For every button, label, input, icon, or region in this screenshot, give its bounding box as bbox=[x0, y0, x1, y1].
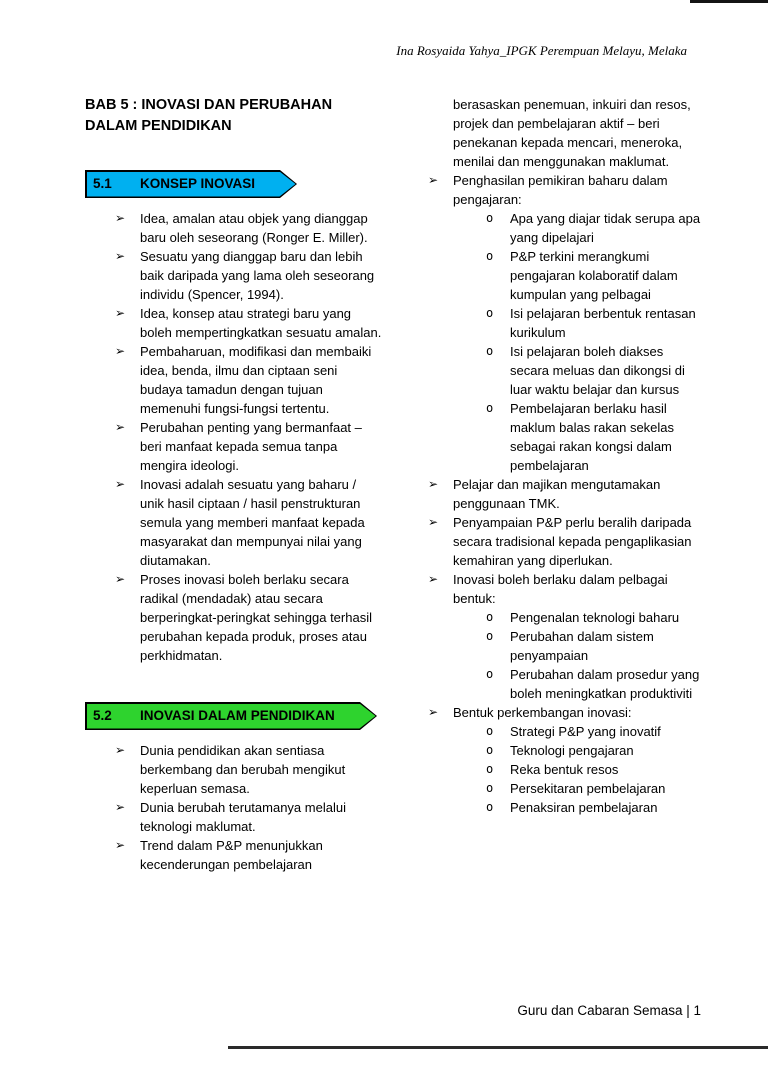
section-title: KONSEP INOVASI bbox=[140, 176, 256, 191]
konsep-inovasi-list bbox=[85, 209, 383, 665]
list-item-text: Sesuatu yang dianggap baru dan lebih baik daripada yang lama oleh seseorang individu (Spencer, 1994). bbox=[140, 249, 375, 302]
arrow-bullet-marker: ➢ bbox=[115, 420, 126, 434]
list-item-text: Bentuk perkembangan inovasi: bbox=[453, 705, 632, 720]
list-item bbox=[398, 342, 702, 399]
list-item bbox=[398, 171, 702, 209]
list-item bbox=[85, 836, 383, 874]
list-item-text: Isi pelajaran berbentuk rentasan kurikulum bbox=[510, 306, 696, 340]
list-item-text: Idea, konsep atau strategi baru yang boleh mempertingkatkan sesuatu amalan. bbox=[140, 306, 382, 340]
list-item bbox=[398, 304, 702, 342]
list-item bbox=[398, 703, 702, 722]
circle-bullet-marker: o bbox=[486, 724, 494, 738]
arrow-bullet-marker: ➢ bbox=[115, 838, 126, 852]
list-item-text: Proses inovasi boleh berlaku secara radikal (mendadak) atau secara berperingkat-peringkat sehingga terhasil perubahan kepada produk, proses atau perkhidmatan. bbox=[140, 572, 372, 663]
header-author: Ina Rosyaida Yahya_IPGK Perempuan Melayu, Melaka bbox=[396, 43, 687, 58]
list-item bbox=[85, 342, 383, 418]
list-item bbox=[398, 608, 702, 627]
arrow-bullet-marker: ➢ bbox=[115, 211, 126, 225]
arrow-bullet-marker: ➢ bbox=[115, 344, 126, 358]
list-item-text: Isi pelajaran boleh diakses secara meluas dan dikongsi di luar waktu belajar dan kursus bbox=[510, 344, 685, 397]
circle-bullet-marker: o bbox=[486, 629, 494, 643]
arrow-bullet-marker: ➢ bbox=[115, 477, 126, 491]
paragraph-continuation bbox=[398, 95, 702, 171]
section-number: 5.2 bbox=[93, 708, 112, 723]
list-item-text: Perubahan penting yang bermanfaat – beri manfaat kepada semua tanpa mengira ideologi. bbox=[140, 420, 362, 473]
list-item-text: Inovasi adalah sesuatu yang baharu / unik hasil ciptaan / hasil penstrukturan semula yang memberi manfaat kepada masyarakat dan mempunyai nilai yang diutamakan. bbox=[140, 477, 365, 568]
list-item bbox=[85, 741, 383, 798]
arrow-bullet-marker: ➢ bbox=[115, 800, 126, 814]
list-item-text: Perubahan dalam sistem penyampaian bbox=[510, 629, 654, 663]
circle-bullet-marker: o bbox=[486, 781, 494, 795]
list-item bbox=[398, 209, 702, 247]
list-item-text: Pembelajaran berlaku hasil maklum balas rakan sekelas sebagai rakan kongsi dalam pembelajaran bbox=[510, 401, 675, 473]
list-item-text: Teknologi pengajaran bbox=[510, 743, 634, 758]
list-item-text: Perubahan dalam prosedur yang boleh meningkatkan produktiviti bbox=[510, 667, 700, 701]
inovasi-pendidikan-list bbox=[85, 741, 383, 874]
page-edge-artifact-bottom bbox=[228, 1046, 768, 1049]
list-item-text: Idea, amalan atau objek yang dianggap baru oleh seseorang (Ronger E. Miller). bbox=[140, 211, 368, 245]
circle-bullet-marker: o bbox=[486, 344, 494, 358]
circle-bullet-marker: o bbox=[486, 800, 494, 814]
right-column bbox=[398, 95, 702, 817]
arrow-bullet-marker: ➢ bbox=[428, 572, 439, 586]
document-title: BAB 5 : INOVASI DAN PERUBAHAN DALAM PENDIDIKAN bbox=[85, 97, 333, 134]
list-item bbox=[398, 513, 702, 570]
list-item-text: Dunia pendidikan akan sentiasa berkembang dan berubah mengikut keperluan semasa. bbox=[140, 743, 346, 796]
list-item bbox=[85, 570, 383, 665]
circle-bullet-marker: o bbox=[486, 743, 494, 757]
list-item bbox=[85, 247, 383, 304]
list-item bbox=[398, 760, 702, 779]
list-item bbox=[398, 399, 702, 475]
list-item-text: Pengenalan teknologi baharu bbox=[510, 610, 680, 625]
circle-bullet-marker: o bbox=[486, 211, 494, 225]
list-item bbox=[398, 722, 702, 741]
arrow-bullet-marker: ➢ bbox=[115, 572, 126, 586]
list-item-text: Inovasi boleh berlaku dalam pelbagai bentuk: bbox=[453, 572, 668, 606]
section-number: 5.1 bbox=[93, 176, 112, 191]
circle-bullet-marker: o bbox=[486, 762, 494, 776]
list-item bbox=[398, 247, 702, 304]
footer-page-label: Guru dan Cabaran Semasa | 1 bbox=[517, 1003, 701, 1018]
list-item bbox=[398, 475, 702, 513]
section-title: INOVASI DALAM PENDIDIKAN bbox=[140, 708, 335, 723]
list-item-text: Persekitaran pembelajaran bbox=[510, 781, 666, 796]
list-item-text: P&P terkini merangkumi pengajaran kolaboratif dalam kumpulan yang pelbagai bbox=[510, 249, 678, 302]
list-item-text: Trend dalam P&P menunjukkan kecenderungan pembelajaran bbox=[140, 838, 323, 872]
circle-bullet-marker: o bbox=[486, 667, 494, 681]
arrow-bullet-marker: ➢ bbox=[115, 306, 126, 320]
list-item-text: Pelajar dan majikan mengutamakan penggunaan TMK. bbox=[453, 477, 661, 511]
list-item-text: Penaksiran pembelajaran bbox=[510, 800, 658, 815]
list-item-text: Apa yang diajar tidak serupa apa yang dipelajari bbox=[510, 211, 701, 245]
list-item-text: Penghasilan pemikiran baharu dalam pengajaran: bbox=[453, 173, 668, 207]
page-edge-artifact-top bbox=[690, 0, 768, 3]
list-item bbox=[85, 304, 383, 342]
list-item bbox=[85, 475, 383, 570]
list-item-text: Dunia berubah terutamanya melalui teknologi maklumat. bbox=[140, 800, 346, 834]
list-item bbox=[398, 570, 702, 608]
list-item-text: Penyampaian P&P perlu beralih daripada secara tradisional kepada pengaplikasian kemahiran yang diperlukan. bbox=[453, 515, 692, 568]
list-item-text: Strategi P&P yang inovatif bbox=[510, 724, 661, 739]
circle-bullet-marker: o bbox=[486, 249, 494, 263]
section-heading-banner-konsep-inovasi bbox=[85, 170, 297, 198]
list-item-text: Reka bentuk resos bbox=[510, 762, 619, 777]
list-item bbox=[85, 209, 383, 247]
circle-bullet-marker: o bbox=[486, 401, 494, 415]
arrow-bullet-marker: ➢ bbox=[428, 173, 439, 187]
arrow-bullet-marker: ➢ bbox=[115, 743, 126, 757]
arrow-bullet-marker: ➢ bbox=[115, 249, 126, 263]
right-column-list bbox=[398, 95, 702, 817]
left-column bbox=[85, 95, 383, 874]
section-heading-banner-inovasi-pendidikan bbox=[85, 702, 377, 730]
list-item bbox=[398, 798, 702, 817]
list-item-text: Pembaharuan, modifikasi dan membaiki idea, benda, ilmu dan ciptaan seni budaya tamadun dengan tujuan memenuhi fungsi-fungsi tertentu. bbox=[140, 344, 372, 416]
circle-bullet-marker: o bbox=[486, 610, 494, 624]
list-item bbox=[85, 798, 383, 836]
list-item bbox=[398, 627, 702, 665]
arrow-bullet-marker: ➢ bbox=[428, 477, 439, 491]
list-item bbox=[398, 779, 702, 798]
list-item bbox=[398, 665, 702, 703]
arrow-bullet-marker: ➢ bbox=[428, 705, 439, 719]
arrow-bullet-marker: ➢ bbox=[428, 515, 439, 529]
circle-bullet-marker: o bbox=[486, 306, 494, 320]
list-item bbox=[85, 418, 383, 475]
list-item bbox=[398, 741, 702, 760]
list-item-text: berasaskan penemuan, inkuiri dan resos, projek dan pembelajaran aktif – beri penekanan kepada mencari, meneroka, menilai dan menggunakan maklumat. bbox=[453, 97, 691, 169]
